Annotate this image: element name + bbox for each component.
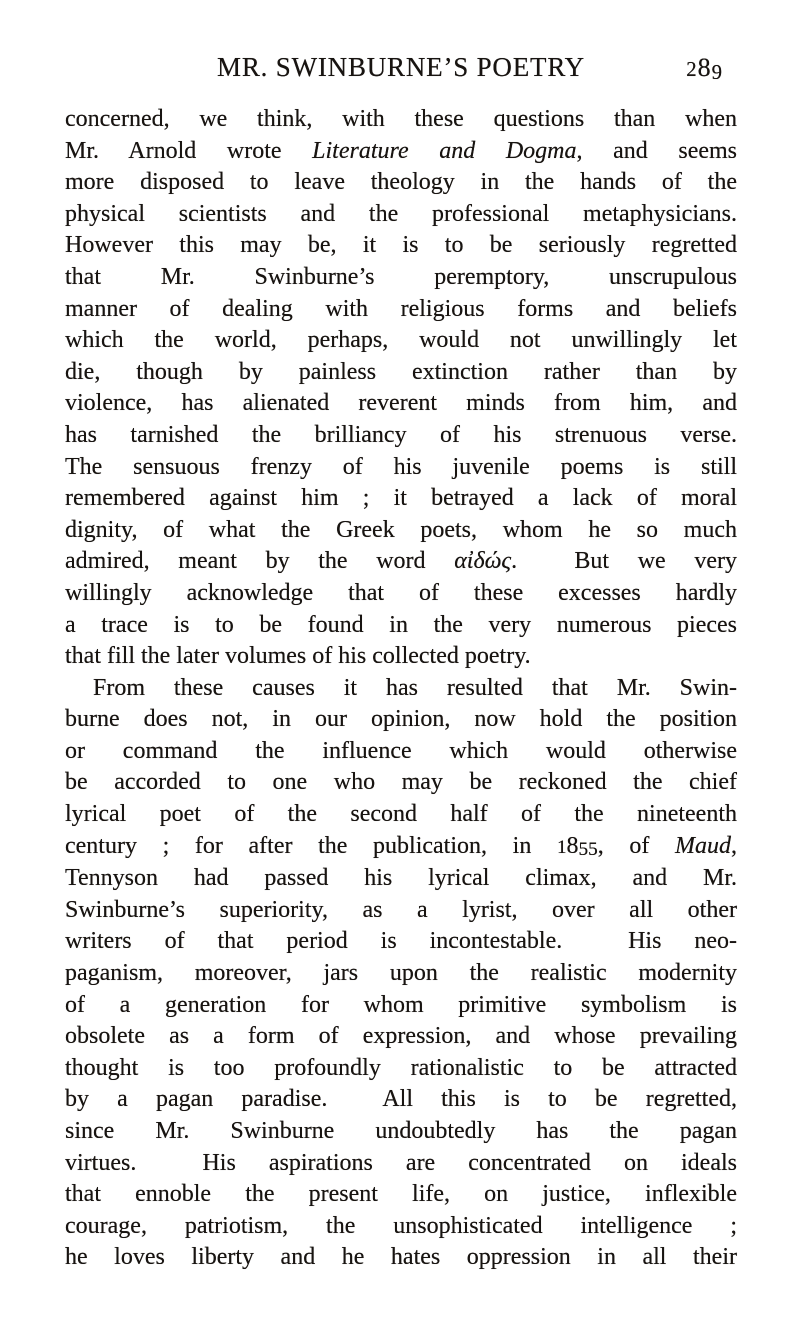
oldstyle-digit: 8 <box>566 832 579 859</box>
text-line <box>65 136 737 168</box>
text-segment: more disposed to leave theology in the hands of the <box>65 169 737 196</box>
text-line <box>65 799 737 831</box>
oldstyle-digit: 9 <box>711 60 723 84</box>
oldstyle-digit: 2 <box>686 58 698 81</box>
page-body <box>65 104 737 1274</box>
italic-text: Literature and Dogma <box>312 137 577 164</box>
running-header <box>65 52 737 84</box>
text-line <box>65 831 737 864</box>
oldstyle-digit: 5 <box>588 839 598 861</box>
text-segment: die, though by painless extinction rather than by <box>65 358 737 385</box>
text-segment: . But we very <box>511 548 738 575</box>
text-segment: writers of that period is incontestable. His neo- <box>65 928 737 955</box>
text-segment: has tarnished the brilliancy of his strenuous verse. <box>65 421 737 448</box>
text-line <box>65 1053 737 1085</box>
text-line <box>65 325 737 357</box>
text-segment: lyrical poet of the second half of the nineteenth <box>65 801 737 828</box>
text-line <box>65 641 737 673</box>
text-line <box>65 673 737 705</box>
text-segment: he loves liberty and he hates oppression in all their <box>65 1244 737 1271</box>
text-segment: be accorded to one who may be reckoned the chief <box>65 769 737 796</box>
text-segment: paganism, moreover, jars upon the realistic modernity <box>65 960 737 987</box>
text-line <box>65 926 737 958</box>
text-line <box>65 452 737 484</box>
text-segment: Tennyson had passed his lyrical climax, and Mr. <box>65 865 737 892</box>
text-line <box>65 230 737 262</box>
text-line <box>65 388 737 420</box>
text-segment: manner of dealing with religious forms and beliefs <box>65 295 737 322</box>
oldstyle-digit: 5 <box>578 839 589 861</box>
text-segment: , <box>731 832 737 859</box>
text-segment: that fill the later volumes of his collected poetry. <box>65 643 531 670</box>
text-line <box>65 515 737 547</box>
text-line <box>65 863 737 895</box>
oldstyle-digit: 8 <box>697 53 712 82</box>
text-line <box>65 294 737 326</box>
text-line <box>65 610 737 642</box>
text-segment: that ennoble the present life, on justice, inflexible <box>65 1181 737 1208</box>
italic-text: αἰδώς <box>454 548 512 575</box>
text-segment: dignity, of what the Greek poets, whom he so much <box>65 516 737 543</box>
paragraph <box>65 104 737 673</box>
text-line <box>65 767 737 799</box>
text-segment: courage, patriotism, the unsophisticated intelligence ; <box>65 1212 737 1239</box>
text-segment: willingly acknowledge that of these excesses hardly <box>65 579 737 606</box>
text-line <box>65 990 737 1022</box>
text-segment: physical scientists and the professional metaphysicians. <box>65 200 737 227</box>
text-line <box>65 578 737 610</box>
text-segment: However this may be, it is to be seriously regretted <box>65 232 737 259</box>
text-segment: or command the influence which would otherwise <box>65 737 737 764</box>
text-segment: obsolete as a form of expression, and whose prevailing <box>65 1023 737 1050</box>
text-line <box>65 1242 737 1274</box>
text-line <box>65 104 737 136</box>
text-line <box>65 1148 737 1180</box>
text-line <box>65 420 737 452</box>
text-segment: Mr. Arnold wrote <box>65 137 313 164</box>
running-header-title: MR. SWINBURNE’S POETRY <box>217 52 585 82</box>
text-segment: century ; for after the publication, in 1855, of <box>65 832 675 861</box>
text-segment: that Mr. Swinburne’s peremptory, unscrupulous <box>65 263 737 290</box>
text-segment: The sensuous frenzy of his juvenile poems is still <box>65 453 737 480</box>
text-line <box>65 704 737 736</box>
paragraph <box>65 673 737 1274</box>
text-line <box>65 483 737 515</box>
text-line <box>65 167 737 199</box>
text-line <box>65 895 737 927</box>
text-line <box>65 1179 737 1211</box>
oldstyle-digit: 1 <box>556 836 567 858</box>
text-line <box>65 199 737 231</box>
text-line <box>65 736 737 768</box>
italic-text: Maud <box>675 832 731 859</box>
text-line <box>65 1084 737 1116</box>
text-segment: of a generation for whom primitive symbolism is <box>65 991 737 1018</box>
text-segment: by a pagan paradise. All this is to be regretted, <box>65 1086 737 1113</box>
page-number <box>686 53 723 85</box>
text-segment: violence, has alienated reverent minds from him, and <box>65 390 737 417</box>
text-segment: thought is too profoundly rationalistic to be attracted <box>65 1054 737 1081</box>
text-segment: virtues. His aspirations are concentrated on ideals <box>65 1149 737 1176</box>
text-line <box>65 262 737 294</box>
text-line <box>65 1021 737 1053</box>
text-segment: admired, meant by the word <box>65 548 455 575</box>
text-segment: burne does not, in our opinion, now hold the position <box>65 706 737 733</box>
text-line <box>65 1116 737 1148</box>
text-line <box>65 1211 737 1243</box>
text-segment: remembered against him ; it betrayed a lack of moral <box>65 485 737 512</box>
text-line <box>65 546 737 578</box>
text-line <box>65 958 737 990</box>
text-segment: concerned, we think, with these questions than when <box>65 106 737 132</box>
text-segment: From these causes it has resulted that Mr. Swin- <box>93 674 737 701</box>
text-segment: , and seems <box>576 137 738 164</box>
text-line <box>65 357 737 389</box>
text-segment: Swinburne’s superiority, as a lyrist, over all other <box>65 896 737 923</box>
text-segment: since Mr. Swinburne undoubtedly has the pagan <box>65 1118 737 1144</box>
text-segment: which the world, perhaps, would not unwillingly let <box>65 327 737 354</box>
text-segment: a trace is to be found in the very numerous pieces <box>65 611 737 638</box>
